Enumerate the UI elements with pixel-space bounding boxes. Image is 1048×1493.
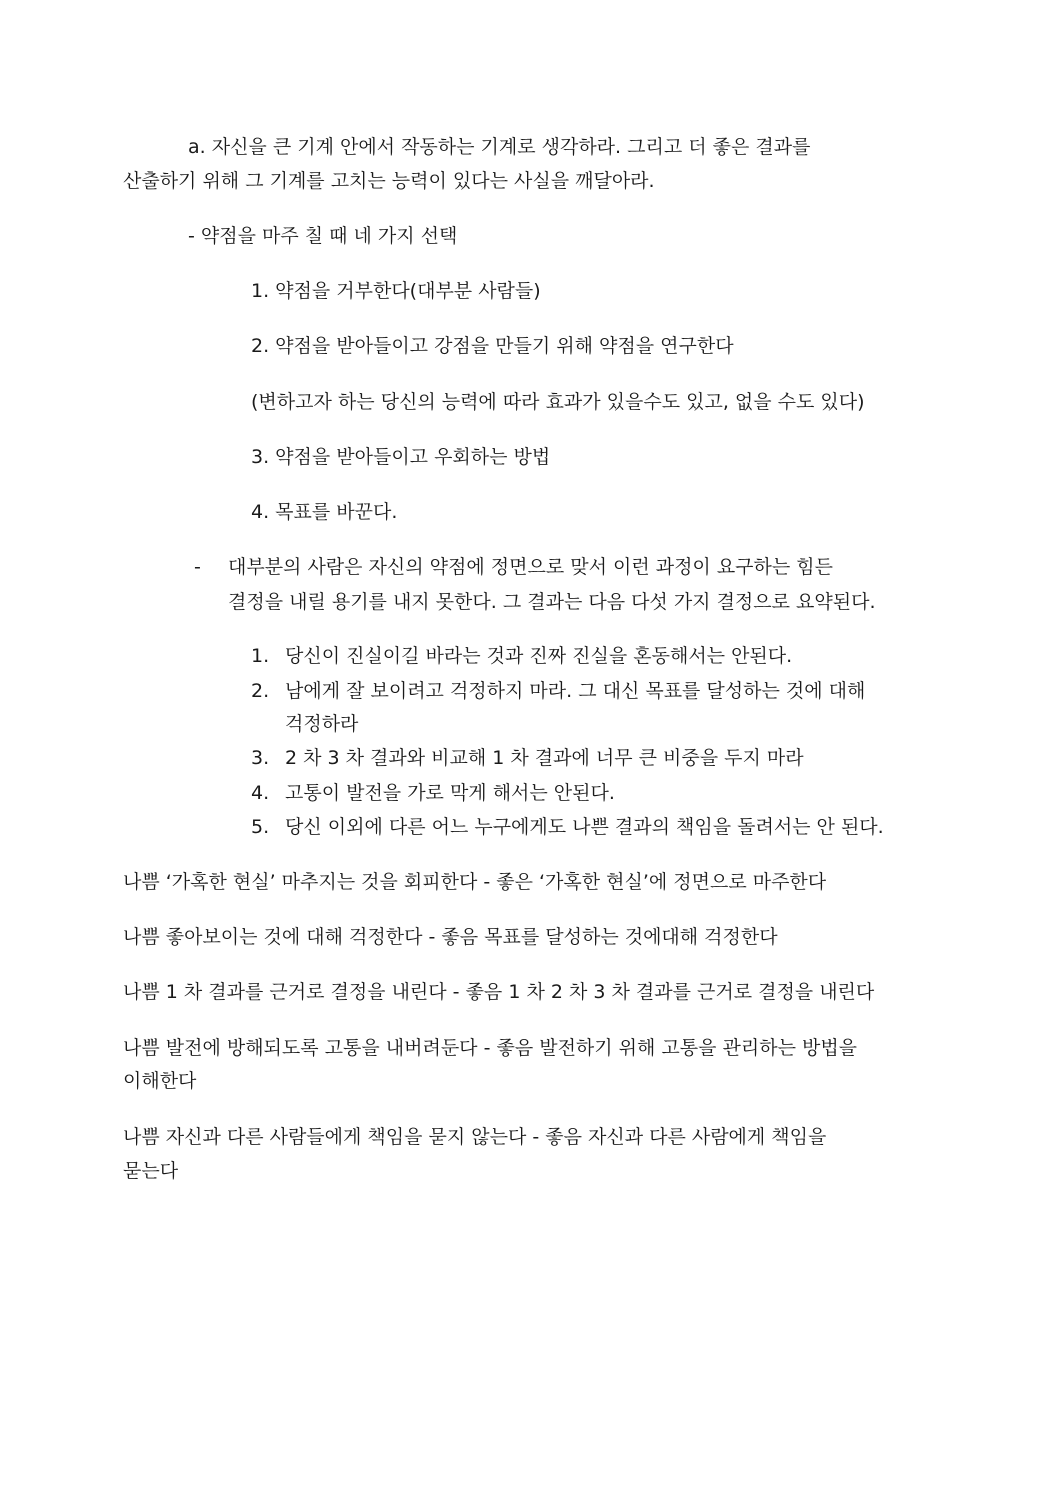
decision-item-2-line-1: 남에게 잘 보이려고 걱정하지 마라. 그 대신 목표를 달성하는 것에 대해 xyxy=(285,680,866,702)
decision-item-1: 당신이 진실이길 바라는 것과 진짜 진실을 혼동해서는 안된다. xyxy=(285,645,793,667)
decision-number-4: 4. xyxy=(251,782,270,804)
contrast-5-line-2: 묻는다 xyxy=(123,1160,179,1182)
decision-item-2-line-2: 걱정하라 xyxy=(285,713,359,735)
summary-line-2: 결정을 내릴 용기를 내지 못한다. 그 결과는 다음 다섯 가지 결정으로 요약된다. xyxy=(228,591,876,613)
contrast-1: 나쁨 ‘가혹한 현실’ 마추지는 것을 회피한다 - 좋은 ‘가혹한 현실’에 정면으로 마주한다 xyxy=(123,871,827,893)
decision-item-5: 당신 이외에 다른 어느 누구에게도 나쁜 결과의 책임을 돌려서는 안 된다. xyxy=(285,816,884,838)
weakness-item-2-note: (변하고자 하는 당신의 능력에 따라 효과가 있을수도 있고, 없을 수도 있다) xyxy=(251,391,865,413)
intro-line-2: 산출하기 위해 그 기계를 고치는 능력이 있다는 사실을 깨달아라. xyxy=(123,170,655,192)
weakness-item-3: 3. 약점을 받아들이고 우회하는 방법 xyxy=(251,446,551,468)
decision-item-4: 고통이 발전을 가로 막게 해서는 안된다. xyxy=(285,782,615,804)
weakness-heading: - 약점을 마주 칠 때 네 가지 선택 xyxy=(188,225,458,247)
weakness-item-1: 1. 약점을 거부한다(대부분 사람들) xyxy=(251,280,541,302)
decision-number-3: 3. xyxy=(251,747,270,769)
contrast-3: 나쁨 1 차 결과를 근거로 결정을 내린다 - 좋음 1 차 2 차 3 차 결과를 근거로 결정을 내린다 xyxy=(123,981,875,1003)
decision-item-3: 2 차 3 차 결과와 비교해 1 차 결과에 너무 큰 비중을 두지 마라 xyxy=(285,747,804,769)
contrast-5-line-1: 나쁨 자신과 다른 사람들에게 책임을 묻지 않는다 - 좋음 자신과 다른 사람에게 책임을 xyxy=(123,1126,827,1148)
intro-line-1: a. 자신을 큰 기계 안에서 작동하는 기계로 생각하라. 그리고 더 좋은 결과를 xyxy=(188,136,811,158)
decision-number-1: 1. xyxy=(251,645,270,667)
contrast-2: 나쁨 좋아보이는 것에 대해 걱정한다 - 좋음 목표를 달성하는 것에대해 걱정한다 xyxy=(123,926,778,948)
summary-bullet-marker: - xyxy=(194,556,201,578)
weakness-item-2: 2. 약점을 받아들이고 강점을 만들기 위해 약점을 연구한다 xyxy=(251,335,734,357)
decision-number-5: 5. xyxy=(251,816,270,838)
contrast-4-line-2: 이해한다 xyxy=(123,1070,197,1092)
summary-line-1: 대부분의 사람은 자신의 약점에 정면으로 맞서 이런 과정이 요구하는 힘든 xyxy=(228,556,833,578)
decision-number-2: 2. xyxy=(251,680,270,702)
weakness-item-4: 4. 목표를 바꾼다. xyxy=(251,501,398,523)
contrast-4-line-1: 나쁨 발전에 방해되도록 고통을 내버려둔다 - 좋음 발전하기 위해 고통을 관리하는 방법을 xyxy=(123,1037,858,1059)
